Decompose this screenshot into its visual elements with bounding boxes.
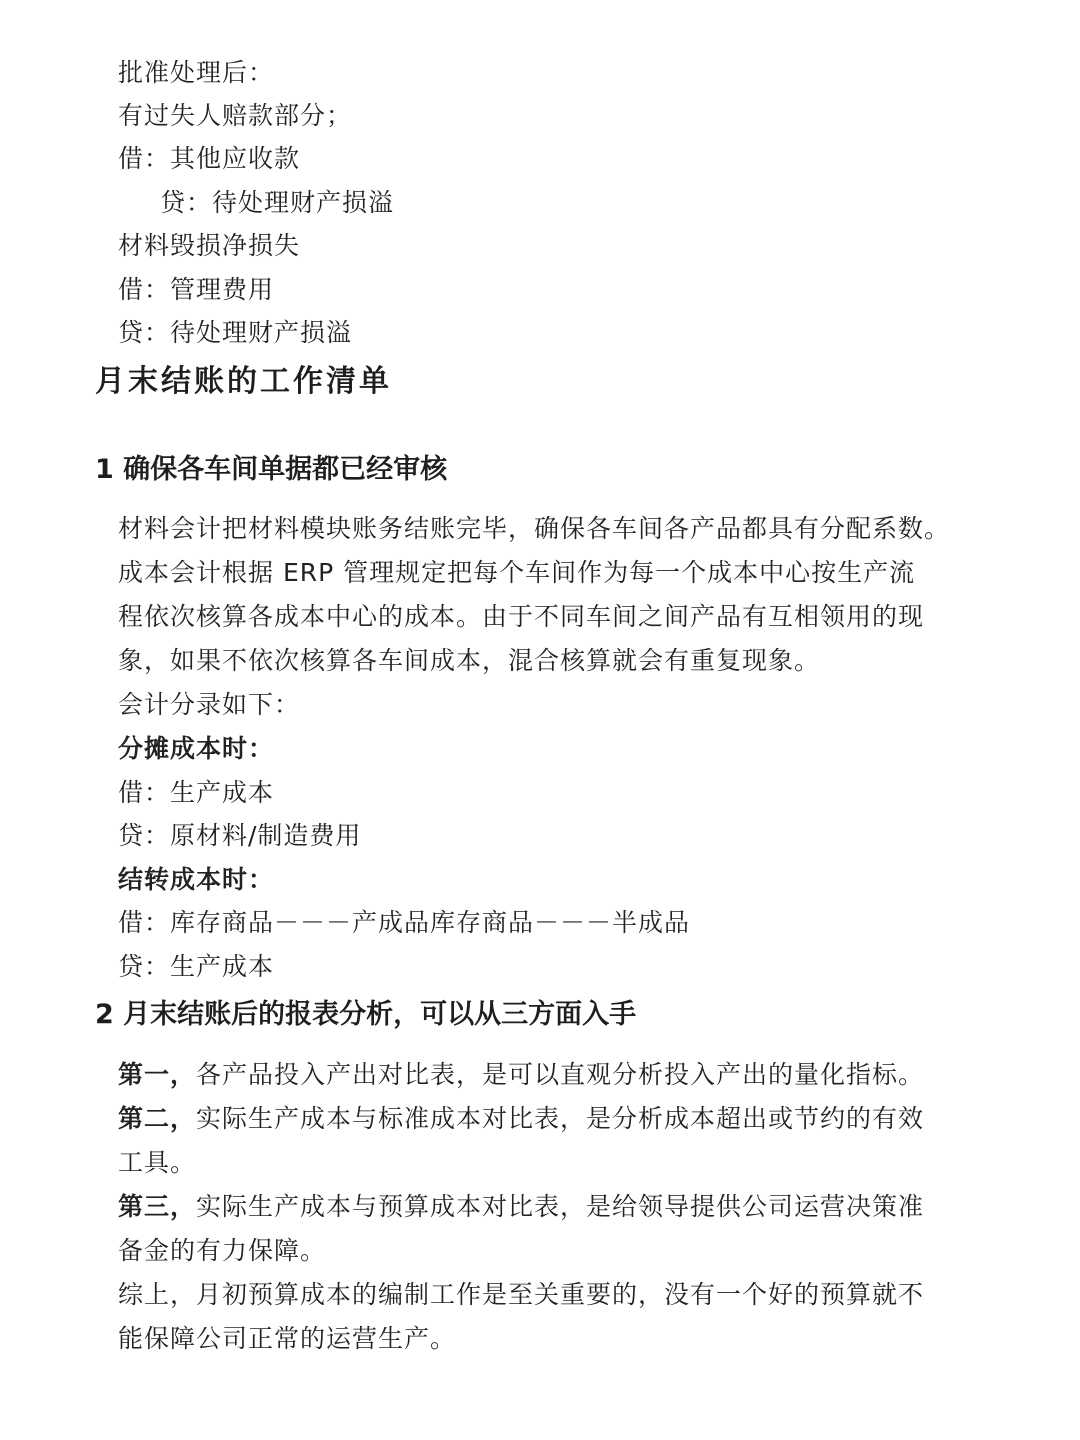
analysis-third-continued: 备金的有力保障。 — [118, 1236, 327, 1265]
entries-intro: 会计分录如下： — [118, 690, 301, 719]
section-1-paragraph-line: 成本会计根据 ERP 管理规定把每个车间作为每一个成本中心按生产流 — [118, 558, 916, 587]
transfer-debit-entry: 借：库存商品－－－产成品库存商品－－－半成品 — [118, 908, 691, 937]
allocate-debit-entry: 借：生产成本 — [118, 778, 275, 807]
second-lead: 第二， — [118, 1104, 197, 1133]
section-2-heading: 2 月末结账后的报表分析，可以从三方面入手 — [95, 999, 637, 1030]
allocate-cost-label: 分摊成本时： — [118, 734, 275, 763]
section-1-heading: 1 确保各车间单据都已经审核 — [95, 454, 448, 485]
summary-line: 综上，月初预算成本的编制工作是至关重要的，没有一个好的预算就不 — [118, 1280, 925, 1309]
third-lead: 第三， — [118, 1192, 197, 1221]
analysis-third-line — [118, 1190, 924, 1224]
intro-line: 借：其他应收款 — [118, 144, 301, 173]
section-1-paragraph-line: 象，如果不依次核算各车间成本，混合核算就会有重复现象。 — [118, 646, 821, 675]
allocate-credit-entry: 贷：原材料/制造费用 — [118, 821, 362, 850]
intro-line: 贷：待处理财产损溢 — [118, 318, 353, 347]
section-1-paragraph-line: 程依次核算各成本中心的成本。由于不同车间之间产品有互相领用的现 — [118, 602, 925, 631]
analysis-second-line — [118, 1102, 924, 1136]
intro-line: 贷：待处理财产损溢 — [160, 188, 395, 217]
intro-line: 有过失人赔款部分； — [118, 101, 353, 130]
intro-line: 材料毁损净损失 — [118, 231, 301, 260]
page-title: 月末结账的工作清单 — [95, 364, 392, 399]
section-1-paragraph-line: 材料会计把材料模块账务结账完毕，确保各车间各产品都具有分配系数。 — [118, 514, 951, 543]
transfer-credit-entry: 贷：生产成本 — [118, 952, 275, 981]
transfer-cost-label: 结转成本时： — [118, 865, 275, 894]
first-text: 各产品投入产出对比表，是可以直观分析投入产出的量化指标。 — [196, 1060, 925, 1089]
second-text: 实际生产成本与标准成本对比表，是分析成本超出或节约的有效 — [196, 1104, 925, 1133]
first-lead: 第一， — [118, 1060, 197, 1089]
third-text: 实际生产成本与预算成本对比表，是给领导提供公司运营决策准 — [196, 1192, 925, 1221]
summary-line: 能保障公司正常的运营生产。 — [118, 1324, 457, 1353]
analysis-first-line — [118, 1058, 924, 1092]
intro-line: 批准处理后： — [118, 58, 275, 87]
analysis-second-continued: 工具。 — [118, 1148, 197, 1177]
intro-line: 借：管理费用 — [118, 275, 275, 304]
